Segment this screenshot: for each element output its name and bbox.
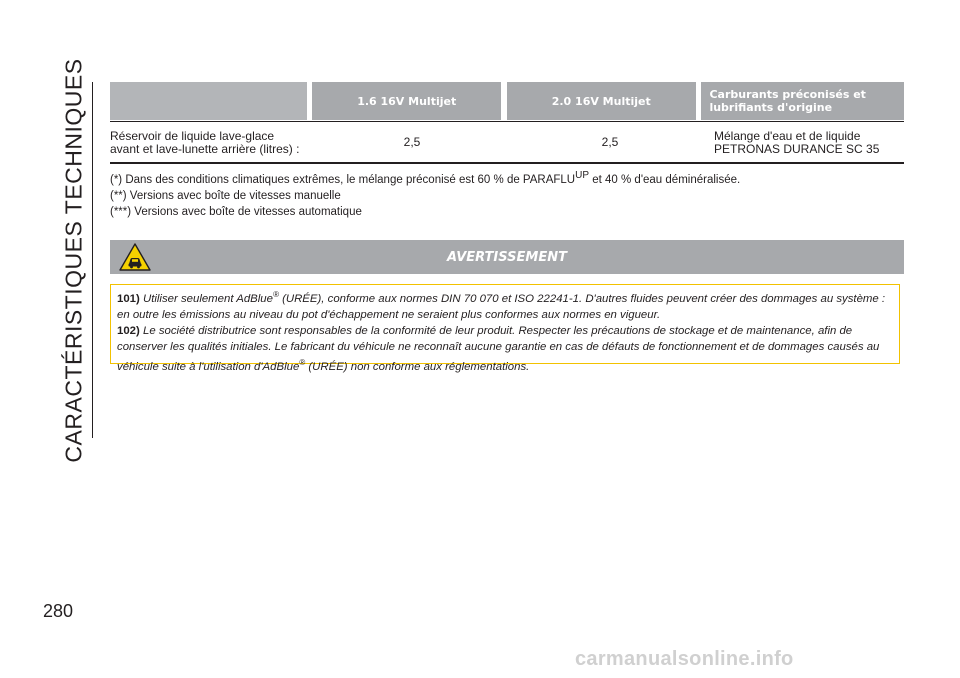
section-title-vertical [56, 57, 93, 463]
table-header-blank [110, 82, 307, 120]
section-title: CARACTÉRISTIQUES TECHNIQUES [60, 57, 87, 463]
warning-header [110, 240, 904, 274]
footnote-2: (**) Versions avec boîte de vitesses manuelle [110, 189, 341, 202]
car-warning-icon [118, 242, 152, 272]
page-number: 280 [43, 601, 74, 621]
footnote-1: (*) Dans des conditions climatiques extrêmes, le mélange préconisé est 60 % de $PARAFLU^{UP}$ et 40 % d'eau déminéralisée. [110, 170, 741, 186]
warning-paragraph-101: 101) Utiliser seulement AdBlue® (URÉE), conforme aux normes DIN 70 070 et ISO 22241-1. D'autres fluides peuvent créer des dommages au système : en outre les émissions au niveau du pot d'échappement ne seraient plus conformes aux normes en vigueur. [117, 290, 886, 321]
value-2-0-multijet: 2,5 [601, 135, 619, 149]
footnote-3: (***) Versions avec boîte de vitesses automatique [110, 205, 362, 218]
table-header [110, 82, 904, 120]
watermark: carmanualsonline.info [575, 648, 794, 670]
value-1-6-multijet: 2,5 [403, 135, 421, 149]
warning-title: AVERTISSEMENT [447, 249, 567, 265]
warning-box [110, 284, 900, 373]
header-fluids: Carburants préconisés et lubrifiants d'origine [709, 88, 866, 114]
header-1-6-multijet: 1.6 16V Multijet [357, 94, 457, 108]
warning-paragraph-102: 102) Le société distributrice sont responsables de la conformité de leur produit. Respecter les précautions de stockage et de maintenance, afin de conserver les qualités initiales. Le fabricant du véhicule ne reconnaît aucune garantie en cas de défauts de fonctionnement et de dommages causés au véhicule suite à l'utilisation d'AdBlue® (URÉE) non conforme aux réglementations. [117, 324, 880, 373]
footnotes [110, 168, 904, 220]
row-fluid: Mélange d'eau et de liquide PETRONAS DURANCE SC 35 [714, 129, 880, 156]
table-row [110, 121, 904, 164]
row-label: Réservoir de liquide lave-glace avant et lave-lunette arrière (litres) : [110, 129, 300, 156]
header-2-0-multijet: 2.0 16V Multijet [551, 94, 651, 108]
